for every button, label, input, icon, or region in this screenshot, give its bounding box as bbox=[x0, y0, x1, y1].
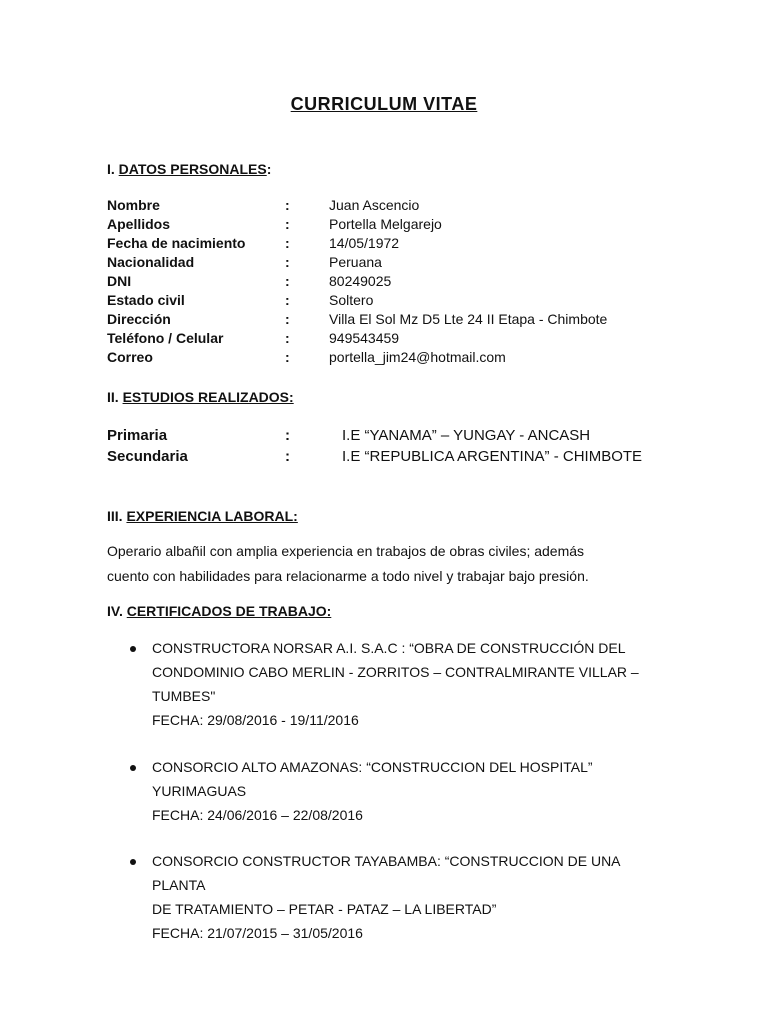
personal-row-dni: DNI : 80249025 bbox=[107, 273, 392, 289]
personal-row-estado-civil: Estado civil : Soltero bbox=[107, 292, 374, 308]
section-experience-title: III. EXPERIENCIA LABORAL: bbox=[107, 508, 298, 524]
studies-row-secundaria: Secundaria : I.E “REPUBLICA ARGENTINA” - CHIMBOTE bbox=[107, 448, 643, 465]
document-title: CURRICULUM VITAE bbox=[290, 94, 478, 114]
section-personal-title: I. DATOS PERSONALES: bbox=[107, 161, 272, 177]
certificate-item: CONSTRUCTORA NORSAR A.I. S.A.C : “OBRA DE CONSTRUCCIÓN DEL CONDOMINIO CABO MERLIN - ZORRITOS – CONTRALMIRANTE VILLAR – TUMBES" FECHA: 29/08/2016 - 19/11/2016 bbox=[152, 640, 639, 728]
bullet-icon bbox=[130, 859, 136, 865]
section-certificates-title: IV. CERTIFICADOS DE TRABAJO: bbox=[107, 603, 332, 619]
studies-row-primaria: Primaria : I.E “YANAMA” – YUNGAY - ANCASH bbox=[107, 427, 591, 444]
personal-row-telefono: Teléfono / Celular : 949543459 bbox=[107, 330, 400, 346]
personal-row-correo: Correo : portella_jim24@hotmail.com bbox=[107, 349, 506, 365]
personal-row-apellidos: Apellidos : Portella Melgarejo bbox=[107, 216, 442, 232]
personal-row-nacionalidad: Nacionalidad : Peruana bbox=[107, 254, 382, 270]
personal-row-nombre: Nombre : Juan Ascencio bbox=[107, 197, 420, 213]
section-studies-title: II. ESTUDIOS REALIZADOS: bbox=[107, 389, 294, 405]
bullet-icon bbox=[130, 765, 136, 771]
personal-row-direccion: Dirección : Villa El Sol Mz D5 Lte 24 II Etapa - Chimbote bbox=[107, 311, 608, 327]
personal-row-fecha-nacimiento: Fecha de nacimiento : 14/05/1972 bbox=[107, 235, 400, 251]
certificate-item: CONSORCIO ALTO AMAZONAS: “CONSTRUCCION DEL HOSPITAL” YURIMAGUAS FECHA: 24/06/2016 – 22/08/2016 bbox=[152, 759, 593, 823]
experience-paragraph: Operario albañil con amplia experiencia en trabajos de obras civiles; además cuento con habilidades para relacionarme a todo nivel y trabajar bajo presión. bbox=[107, 543, 589, 584]
bullet-icon bbox=[130, 646, 136, 652]
certificate-item: CONSORCIO CONSTRUCTOR TAYABAMBA: “CONSTRUCCION DE UNA PLANTA DE TRATAMIENTO – PETAR - PATAZ – LA LIBERTAD” FECHA: 21/07/2015 – 31/05/2016 bbox=[152, 853, 620, 941]
